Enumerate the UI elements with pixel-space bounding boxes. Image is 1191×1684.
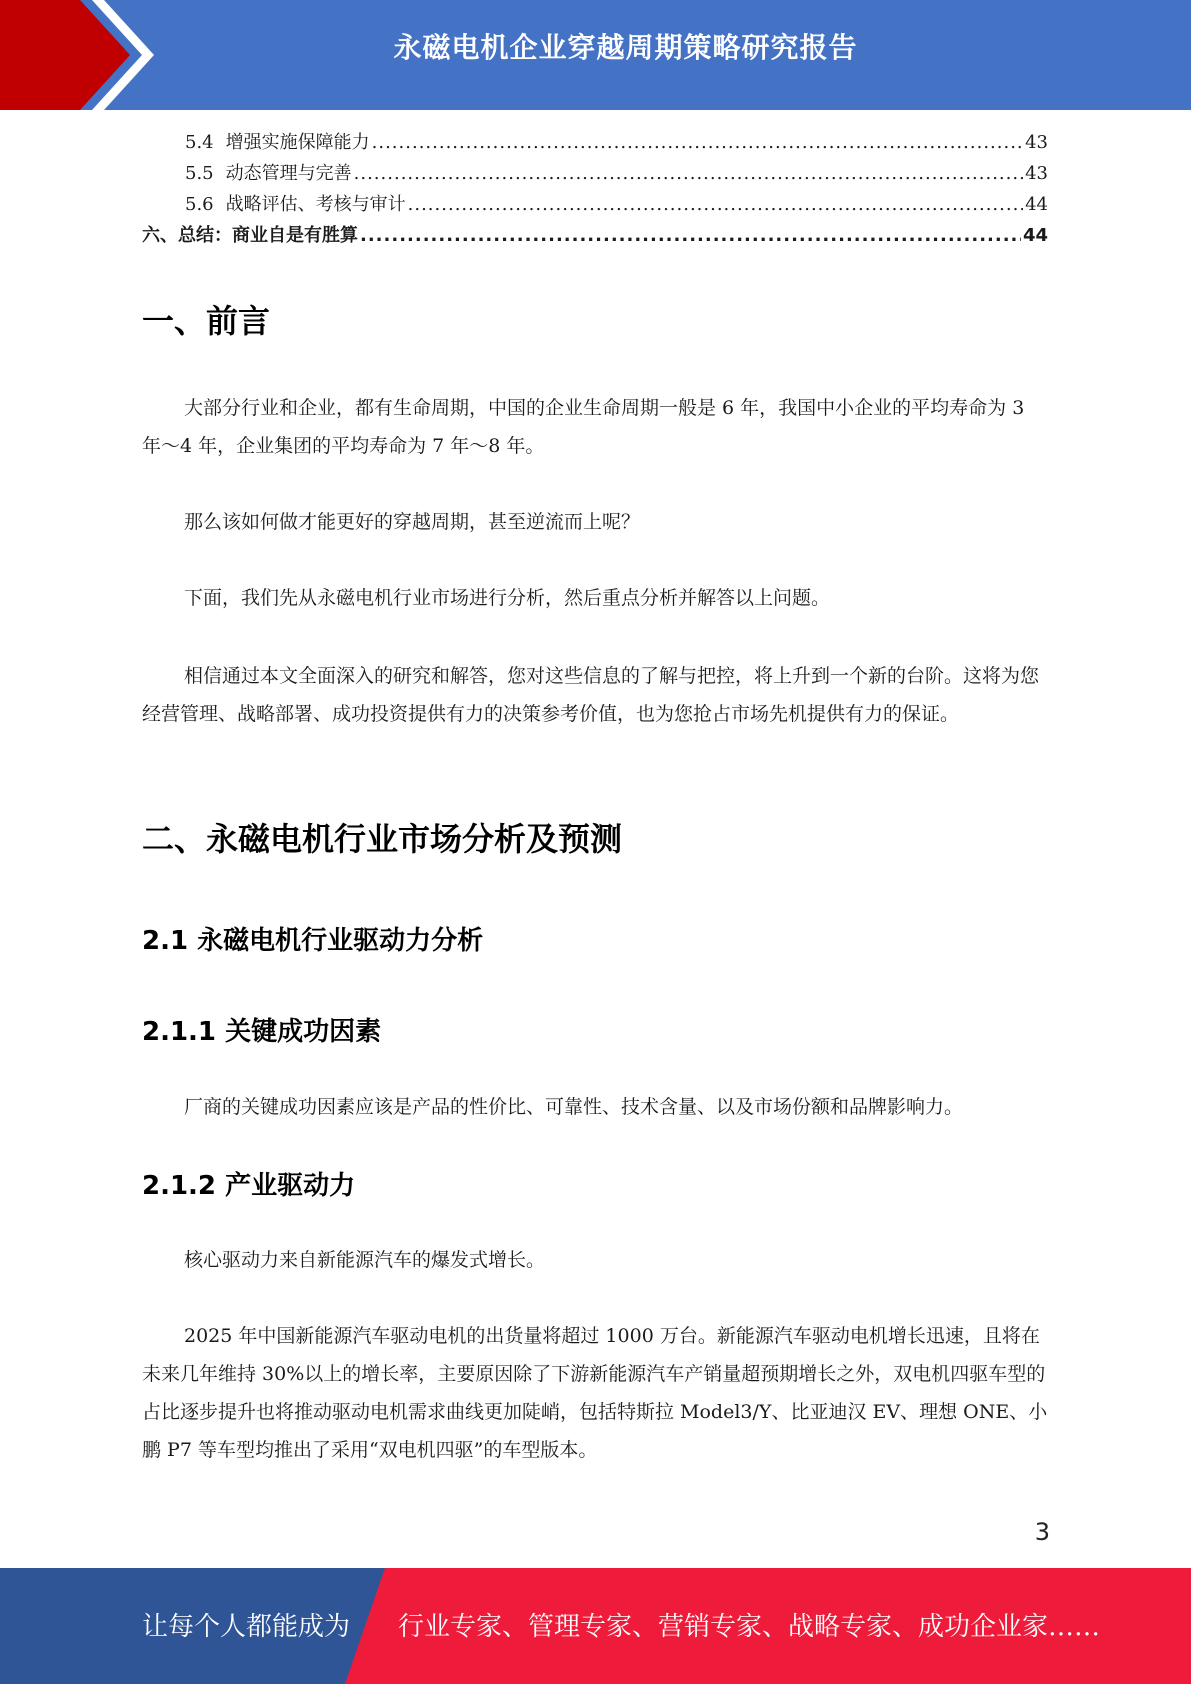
table-of-contents [142,128,1048,252]
toc-leader-dots [372,132,1023,153]
section-heading-market: 二、永磁电机行业市场分析及预测 [142,820,623,858]
toc-item-label: 战略评估、考核与审计 [225,194,406,215]
subsection-heading-2-1: 2.1 永磁电机行业驱动力分析 [142,926,484,956]
subsection-heading-2-1-2: 2.1.2 产业驱动力 [142,1171,356,1201]
toc-item-page: 44 [1025,194,1048,215]
toc-item[interactable] [142,190,1048,221]
page-footer [0,1568,1191,1684]
paragraph: 厂商的关键成功因素应该是产品的性价比、可靠性、技术含量、以及市场份额和品牌影响力。 [184,1096,964,1118]
paragraph: 相信通过本文全面深入的研究和解答，您对这些信息的了解与把控，将上升到一个新的台阶。这将为您经营管理、战略部署、成功投资提供有力的决策参考价值，也为您抢占市场先机提供有力的保证。 [142,665,1040,725]
subsection-heading-2-1-1: 2.1.1 关键成功因素 [142,1017,382,1047]
toc-item-label: 增强实施保障能力 [225,132,370,153]
toc-item-label: 动态管理与完善 [225,163,352,184]
toc-item-page: 43 [1025,163,1048,184]
toc-leader-dots [360,225,1021,246]
paragraph: 核心驱动力来自新能源汽车的爆发式增长。 [184,1249,546,1271]
paragraph: 2025 年中国新能源汽车驱动电机的出货量将超过 1000 万台。新能源汽车驱动电机增长迅速，且将在未来几年维持 30%以上的增长率，主要原因除了下游新能源汽车产销量超预期增长之外，双电机四驱车型的占比逐步提升也将推动驱动电机需求曲线更加陡峭，包括特斯拉 Model3/Y、比亚迪汉 EV、理想 ONE、小鹏 P7 等车型均推出了采用“双电机四驱”的车型版本。 [142,1325,1048,1461]
page-header [0,0,1191,110]
report-title: 永磁电机企业穿越周期策略研究报告 [393,31,858,64]
footer-slogan-left: 让每个人都能成为 [142,1612,351,1642]
toc-item-page: 44 [1022,225,1048,246]
toc-item-page: 43 [1025,132,1048,153]
toc-item-number: 5.5 [185,163,214,184]
toc-item-major[interactable] [142,221,1048,252]
page-number: 3 [1034,1518,1050,1546]
section-heading-preface: 一、前言 [142,302,271,340]
toc-item[interactable] [142,128,1048,159]
paragraph: 大部分行业和企业，都有生命周期，中国的企业生命周期一般是 6 年，我国中小企业的平均寿命为 3 年～4 年，企业集团的平均寿命为 7 年～8 年。 [142,397,1025,457]
paragraph: 下面，我们先从永磁电机行业市场进行分析，然后重点分析并解答以上问题。 [184,587,831,609]
toc-item[interactable] [142,159,1048,190]
paragraph: 那么该如何做才能更好的穿越周期，甚至逆流而上呢？ [184,511,641,533]
toc-leader-dots [354,163,1023,184]
toc-item-number: 5.6 [185,194,214,215]
toc-item-number: 5.4 [185,132,214,153]
toc-item-label: 六、总结：商业自是有胜算 [142,225,358,246]
footer-slogan-right: 行业专家、管理专家、营销专家、战略专家、成功企业家…… [398,1612,1101,1642]
toc-leader-dots [408,194,1023,215]
